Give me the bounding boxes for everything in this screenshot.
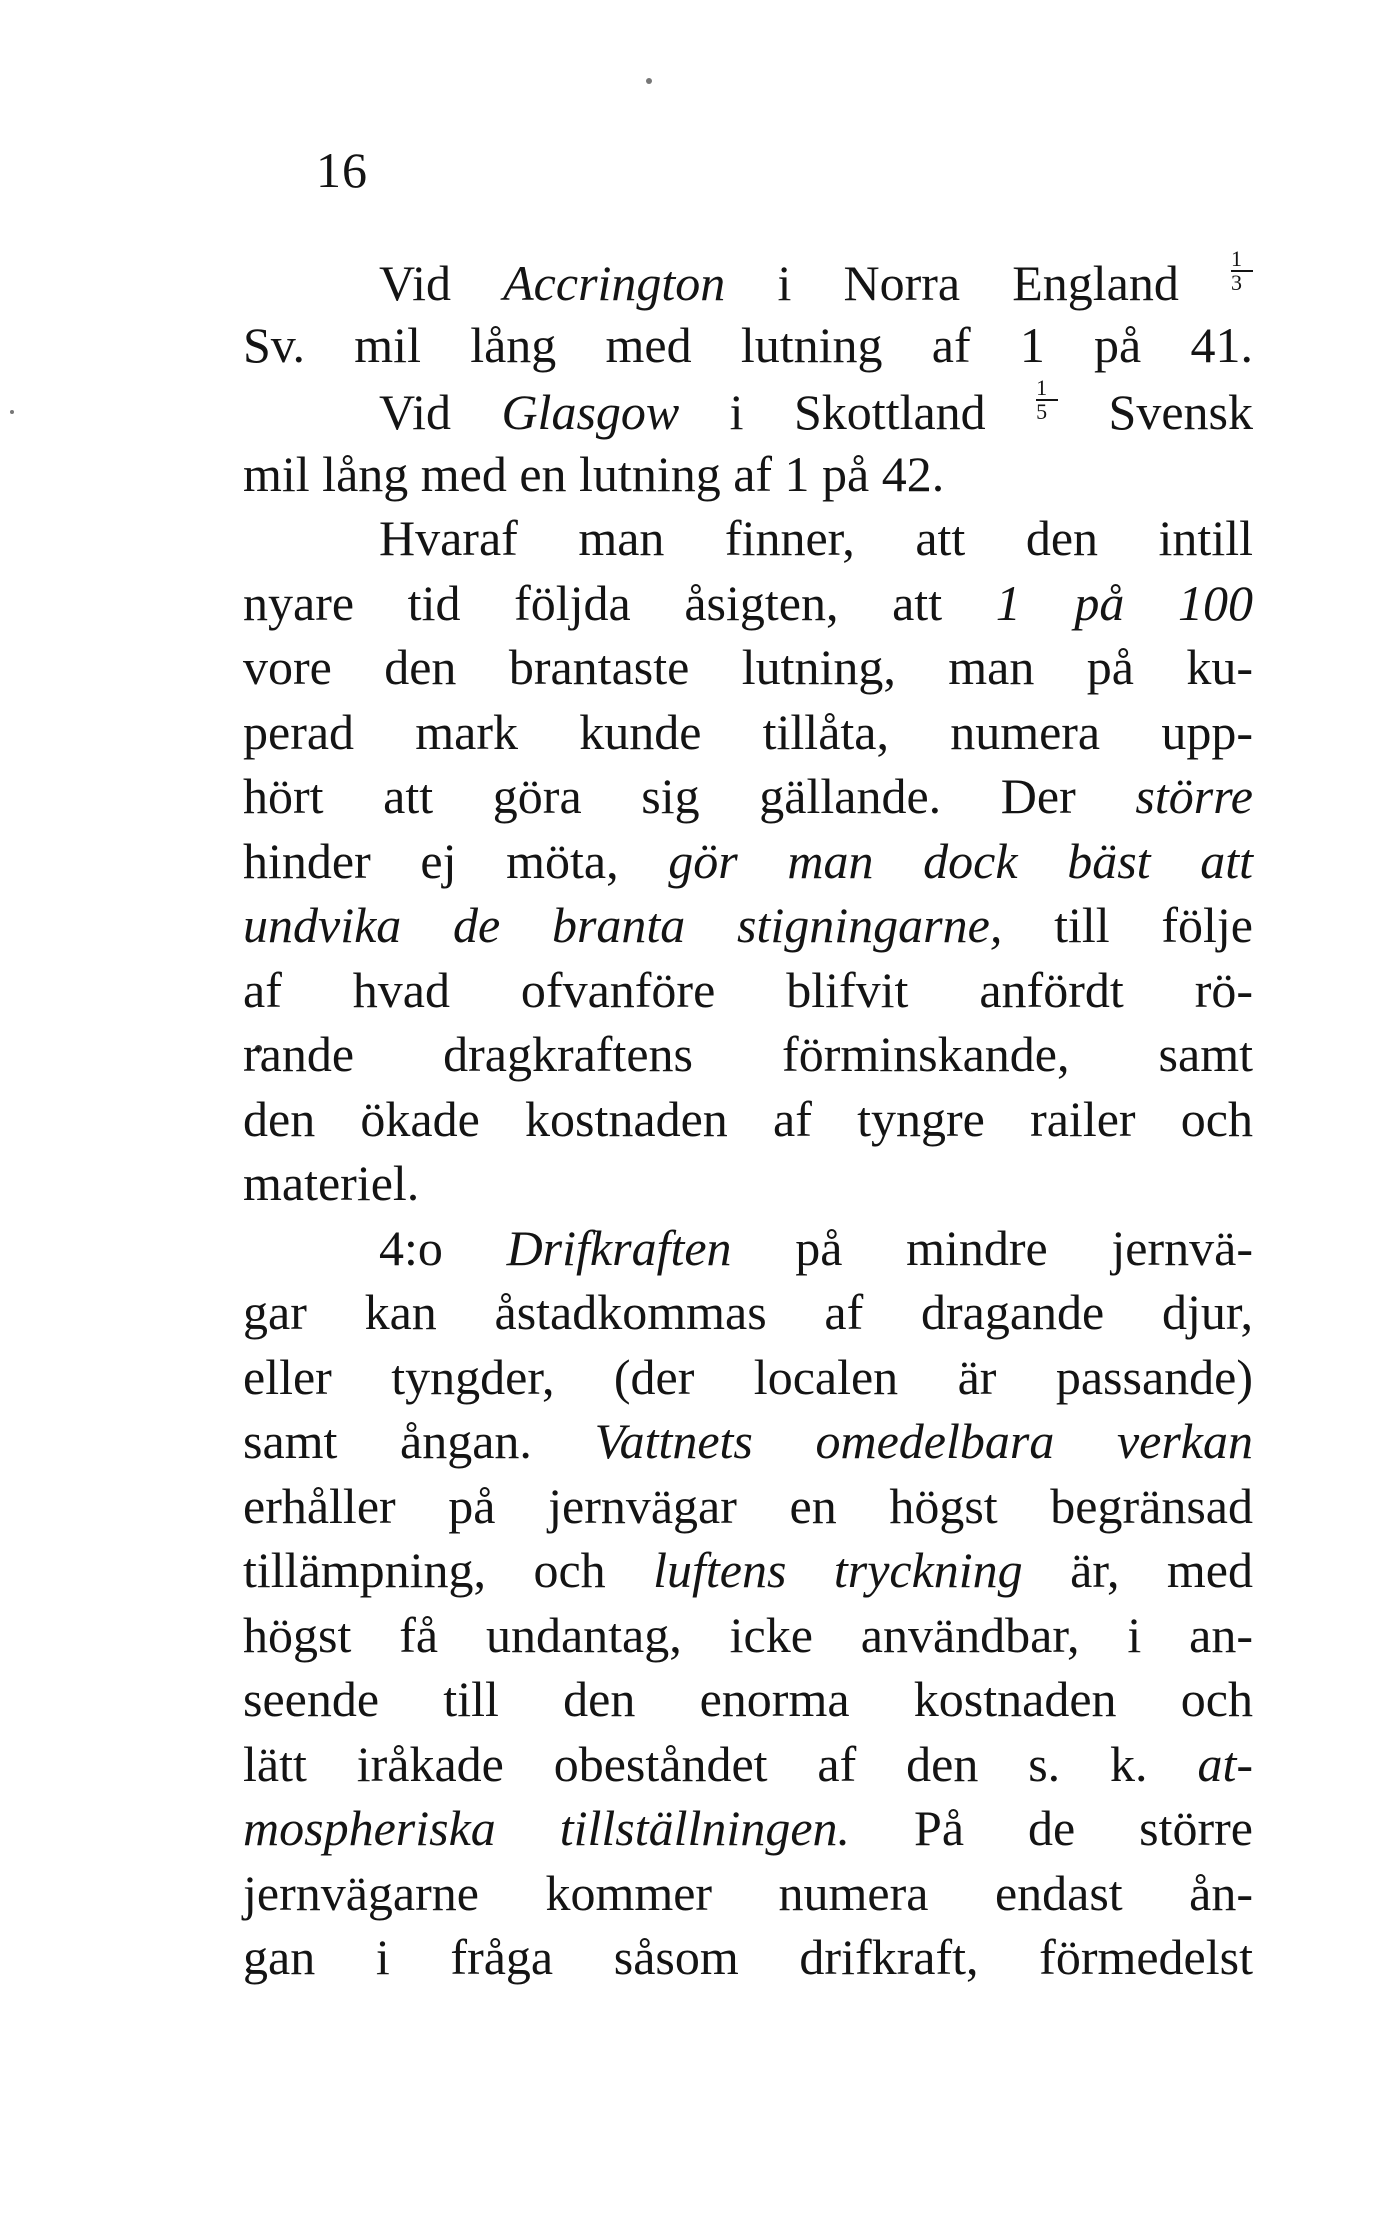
fraction-denominator: 3 (1231, 270, 1242, 295)
text-line: gar kan åstadkommas af dragande djur, (243, 1284, 1253, 1340)
fraction (1036, 377, 1058, 423)
text-line: den ökade kostnaden af tyngre railer och (243, 1090, 1253, 1147)
text-span: i Skottland (679, 384, 1037, 440)
text-line (243, 571, 1253, 636)
emphasis-italic: gör man dock bäst att (668, 832, 1253, 889)
text-line: seende till den enorma kostnaden och (243, 1671, 1253, 1727)
emphasis-italic: mospheriska tillställningen. (243, 1800, 851, 1856)
text-line (243, 1216, 1253, 1281)
text-span: 4:o (379, 1219, 507, 1276)
place-name-italic: Glasgow (501, 384, 680, 440)
text-line: eller tyngder, (der localen är passande) (243, 1348, 1253, 1405)
text-line: materiel. (243, 1155, 420, 1211)
text-span: samt ångan. (243, 1413, 595, 1469)
text-line (243, 1409, 1253, 1474)
text-span: På de större (850, 1800, 1253, 1856)
text-line: högst få undantag, icke användbar, i an- (243, 1606, 1253, 1663)
text-line (243, 377, 1253, 442)
emphasis-italic: 1 på 100 (995, 574, 1254, 631)
text-line: vore den brantaste lutning, man på ku- (243, 639, 1253, 695)
emphasis-italic: större (1135, 768, 1253, 824)
emphasis-italic: at- (1197, 1735, 1253, 1792)
fraction-numerator: 1 (1036, 377, 1058, 401)
text-line: Sv. mil lång med lutning af 1 på 41. (243, 316, 1253, 373)
text-span: i Norra England (725, 255, 1231, 311)
print-speck (646, 78, 652, 84)
text-span: Vid (379, 384, 502, 440)
text-span: på mindre jernvä- (731, 1219, 1253, 1276)
page-number: 16 (316, 142, 368, 198)
text-line (243, 1538, 1253, 1603)
text-line (243, 248, 1253, 313)
fraction-denominator: 5 (1036, 399, 1048, 424)
emphasis-italic: Drifkraften (506, 1219, 732, 1276)
text-line: rande dragkraftens förminskande, samt (243, 1026, 1253, 1082)
text-line: gan i fråga såsom drifkraft, förmedelst (243, 1929, 1253, 1985)
text-span: Svensk (1058, 384, 1253, 440)
text-line: jernvägarne kommer numera endast ån- (243, 1864, 1253, 1921)
emphasis-italic: luftens tryckning (653, 1542, 1023, 1598)
body-text (243, 248, 1253, 1990)
print-speck (10, 410, 14, 414)
text-span: till följe (1002, 897, 1253, 953)
text-span: hört att göra sig gällande. Der (243, 768, 1136, 824)
emphasis-italic: undvika de branta stigningarne, (243, 897, 1003, 953)
emphasis-italic: Vattnets omedelbara verkan (594, 1413, 1253, 1469)
text-span: lätt iråkade obeståndet af den s. k. (243, 1735, 1198, 1792)
text-line: af hvad ofvanföre blifvit anfördt rö- (243, 961, 1253, 1018)
text-line: Hvaraf man finner, att den intill (379, 510, 1253, 566)
text-span: tillämpning, och (243, 1542, 654, 1598)
fraction (1231, 248, 1253, 294)
text-span: hinder ej möta, (243, 832, 669, 889)
place-name-italic: Accrington (503, 255, 726, 311)
text-line: erhåller på jernvägar en högst begränsad (243, 1477, 1253, 1534)
fraction-numerator: 1 (1231, 248, 1253, 272)
text-span: Vid (379, 255, 504, 311)
text-line (243, 1732, 1253, 1797)
text-span: nyare tid följda åsigten, att (243, 574, 996, 631)
text-span: är, med (1022, 1542, 1253, 1598)
text-line: mil lång med en lutning af 1 på 42. (243, 445, 945, 502)
text-line (243, 764, 1253, 829)
text-line: perad mark kunde tillåta, numera upp- (243, 703, 1253, 760)
text-line (243, 1796, 1253, 1861)
text-line (243, 893, 1253, 958)
text-line (243, 829, 1253, 894)
